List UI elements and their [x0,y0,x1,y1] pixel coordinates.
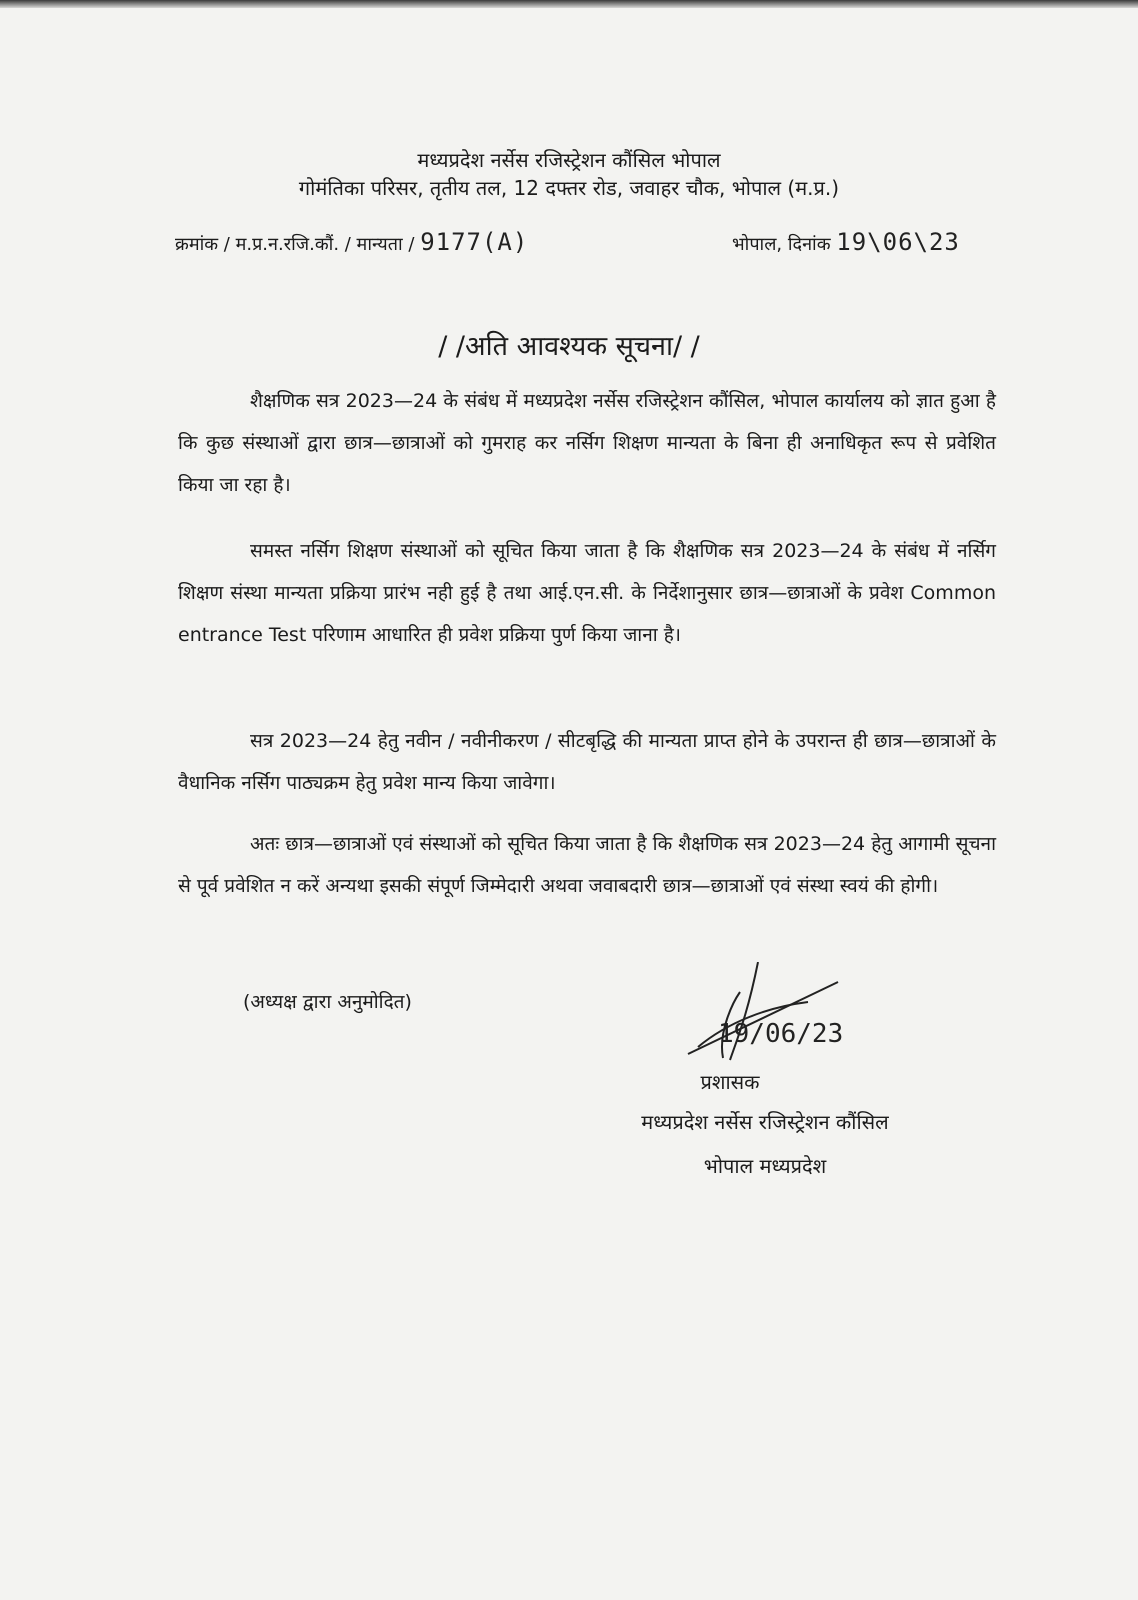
date-label: भोपाल, दिनांक [732,234,831,255]
signature-date: 19/06/23 [718,1019,844,1049]
reference-number [175,228,528,256]
signatory-org: मध्यप्रदेश नर्सेस रजिस्ट्रेशन कौंसिल [641,1110,889,1134]
reference-label: क्रमांक / म.प्र.न.रजि.कौं. / मान्यता / [175,234,415,255]
org-name: मध्यप्रदेश नर्सेस रजिस्ट्रेशन कौंसिल भोपाल [417,148,721,172]
handwritten-signature [678,962,878,1072]
letter-date [732,228,960,256]
signatory-place: भोपाल मध्यप्रदेश [703,1154,827,1178]
paragraph-1: शैक्षणिक सत्र 2023—24 के संबंध में मध्यप्रदेश नर्सेस रजिस्ट्रेशन कौंसिल, भोपाल कार्यालय को ज्ञात हुआ है कि कुछ संस्थाओं द्वारा छात्र—छात्राओं को गुमराह कर नर्सिग शिक्षण मान्यता के बिना ही अनाधिकृत रूप से प्रवेशित किया जा रहा है। [178,390,996,496]
reference-handwritten-number: 9177(A) [420,228,529,256]
paragraph-2: समस्त नर्सिग शिक्षण संस्थाओं को सूचित किया जाता है कि शैक्षणिक सत्र 2023—24 के संबंध में नर्सिग शिक्षण संस्था मान्यता प्रक्रिया प्रारंभ नही हुई है तथा आई.एन.सी. के निर्देशानुसार छात्र—छात्राओं के प्रवेश Common entrance Test परिणाम आधारित ही प्रवेश प्रक्रिया पुर्ण किया जाना है। [178,540,996,646]
paragraph-3: सत्र 2023—24 हेतु नवीन / नवीनीकरण / सीटबृद्धि की मान्यता प्राप्त होने के उपरान्त ही छात्र—छात्राओं के वैधानिक नर्सिग पाठ्यक्रम हेतु प्रवेश मान्य किया जावेगा। [178,730,996,794]
paragraph-4: अतः छात्र—छात्राओं एवं संस्थाओं को सूचित किया जाता है कि शैक्षणिक सत्र 2023—24 हेतु आगामी सूचना से पूर्व प्रवेशित न करें अन्यथा इसकी संपूर्ण जिम्मेदारी अथवा जवाबदारी छात्र—छात्राओं एवं संस्था स्वयं की होगी। [178,833,996,897]
date-handwritten-value: 19\06\23 [836,228,960,256]
approval-note: (अध्यक्ष द्वारा अनुमोदित) [243,991,412,1013]
org-address: गोमंतिका परिसर, तृतीय तल, 12 दफ्तर रोड, जवाहर चौक, भोपाल (म.प्र.) [298,176,840,200]
scan-top-edge [0,0,1138,8]
notice-title: / /अति आवश्यक सूचना/ / [438,331,700,362]
signatory-designation: प्रशासक [700,1070,760,1094]
